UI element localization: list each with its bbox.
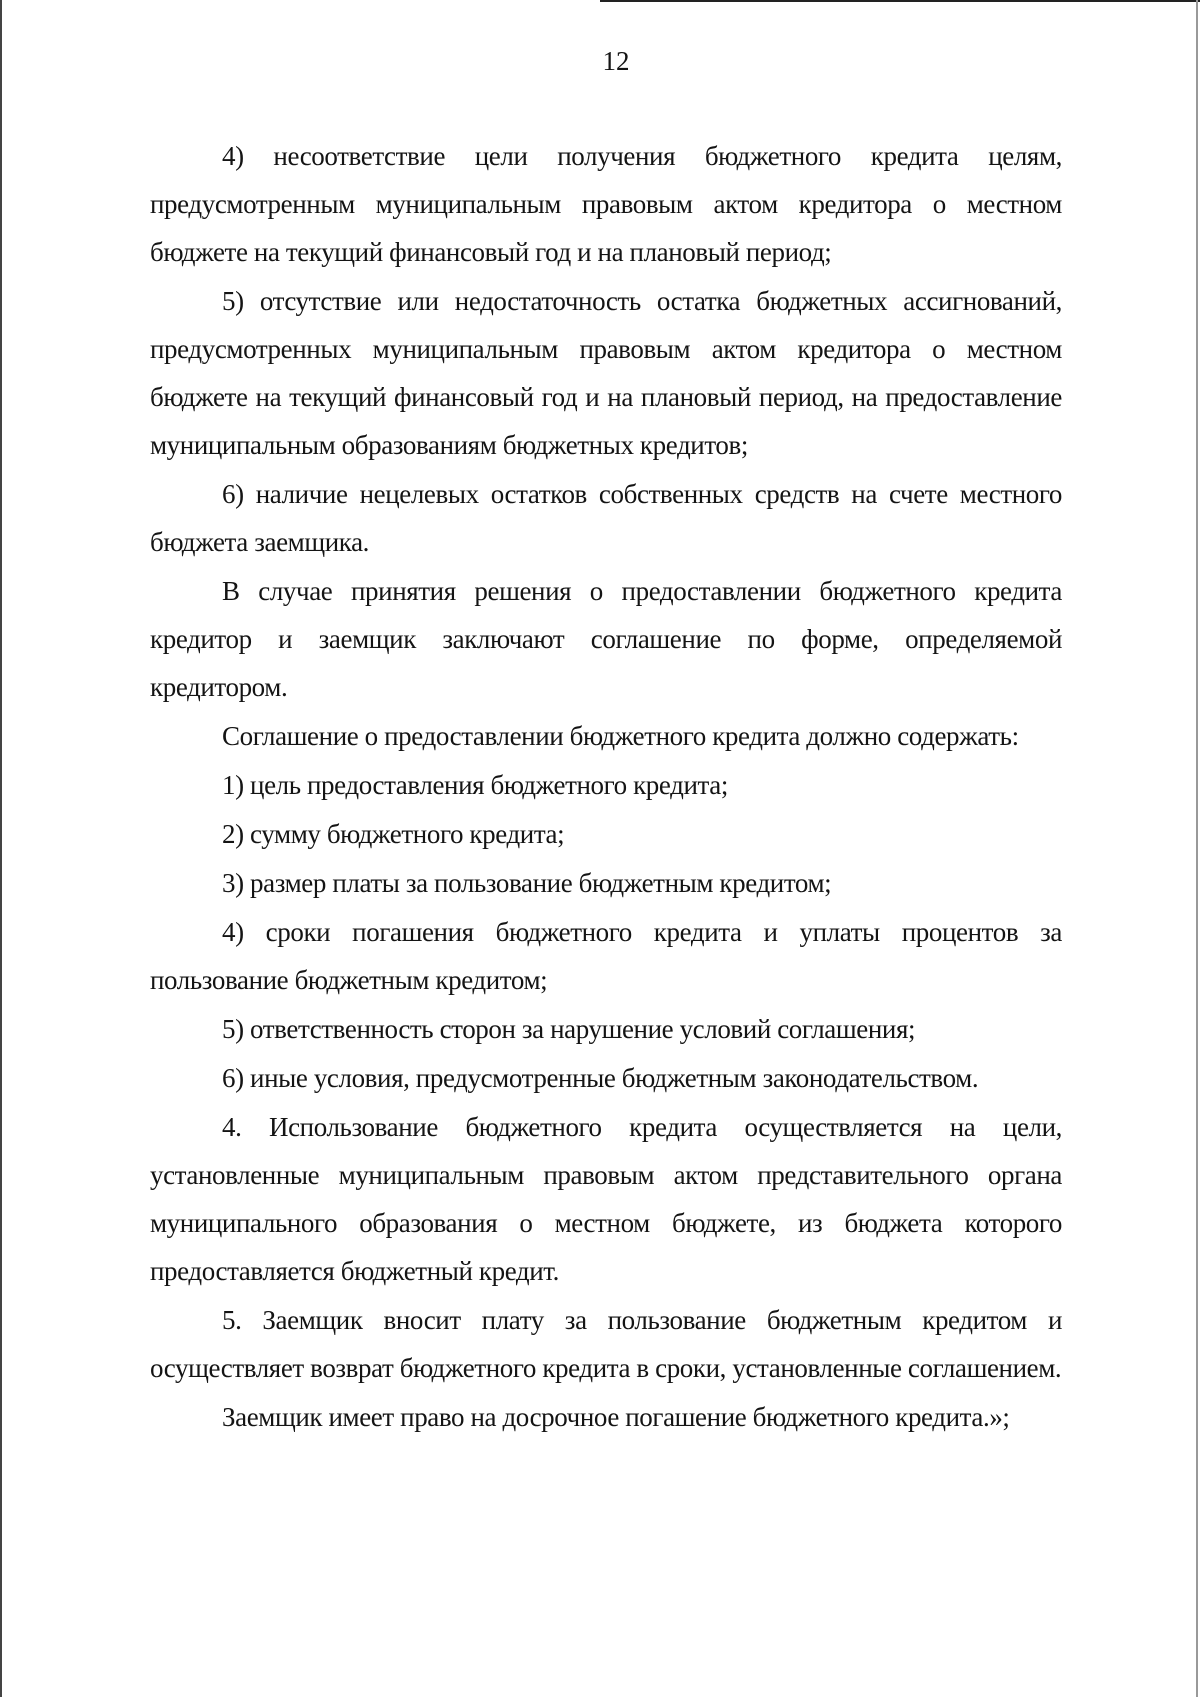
paragraph-agreement-conclusion: В случае принятия решения о предоставлении бюджетного кредита кредитор и заемщик заключают соглашение по форме, определяемой кредитором. — [150, 576, 1062, 702]
clause-5: 5. Заемщик вносит плату за пользование бюджетным кредитом и осуществляет возврат бюджетного кредита в сроки, установленные соглашением. — [150, 1305, 1062, 1383]
paragraph-item-5: 5) отсутствие или недостаточность остатка бюджетных ассигнований, предусмотренных муниципальным правовым актом кредитора о местном бюджете на текущий финансовый год и на плановый период, на предоставление муниципальным образованиям бюджетных кредитов; — [150, 286, 1062, 460]
list-item-4: 4) сроки погашения бюджетного кредита и уплаты процентов за пользование бюджетным кредитом; — [150, 917, 1062, 995]
paragraph-agreement-contents: Соглашение о предоставлении бюджетного кредита должно содержать: — [222, 721, 1019, 751]
scan-edge-top — [600, 0, 1200, 2]
paragraph-item-6: 6) наличие нецелевых остатков собственных средств на счете местного бюджета заемщика. — [150, 479, 1062, 557]
list-item-2: 2) сумму бюджетного кредита; — [222, 819, 565, 849]
document-body — [150, 132, 1062, 1441]
list-item-5: 5) ответственность сторон за нарушение условий соглашения; — [222, 1014, 916, 1044]
paragraph-item-4: 4) несоответствие цели получения бюджетного кредита целям, предусмотренным муниципальным правовым актом кредитора о местном бюджете на текущий финансовый год и на плановый период; — [150, 141, 1062, 267]
page-number: 12 — [602, 46, 630, 76]
scan-edge-right — [1196, 0, 1198, 1697]
scan-edge-left — [0, 0, 2, 1697]
paragraph-early-repayment: Заемщик имеет право на досрочное погашение бюджетного кредита.»; — [222, 1402, 1010, 1432]
list-item-3: 3) размер платы за пользование бюджетным кредитом; — [222, 868, 832, 898]
clause-4: 4. Использование бюджетного кредита осуществляется на цели, установленные муниципальным правовым актом представительного органа муниципального образования о местном бюджете, из бюджета которого предоставляется бюджетный кредит. — [150, 1112, 1062, 1286]
list-item-1: 1) цель предоставления бюджетного кредита; — [222, 770, 728, 800]
list-item-6: 6) иные условия, предусмотренные бюджетным законодательством. — [222, 1063, 979, 1093]
